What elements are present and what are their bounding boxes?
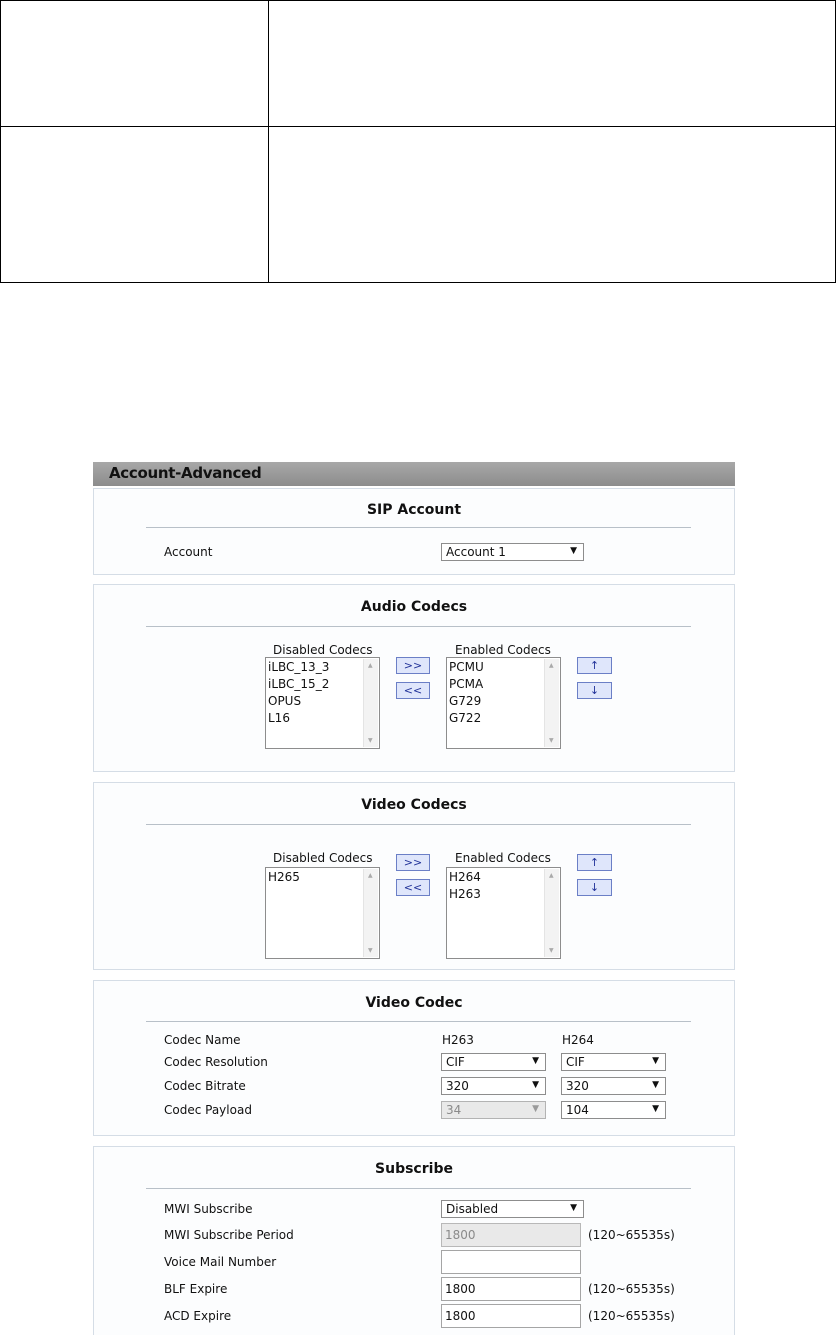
scroll-up-icon: ▲ xyxy=(368,872,373,879)
input-value: 1800 xyxy=(445,1282,476,1296)
codec-resolution-label: Codec Resolution xyxy=(164,1055,268,1069)
section-title: Audio Codecs xyxy=(360,599,468,615)
account-label: Account xyxy=(164,545,213,559)
subscribe-section xyxy=(93,1146,735,1335)
list-item[interactable]: G729 xyxy=(449,694,482,708)
scroll-down-icon: ▼ xyxy=(368,947,373,954)
disabled-codecs-list[interactable] xyxy=(265,867,380,959)
list-item[interactable]: iLBC_13_3 xyxy=(268,660,330,674)
h264-resolution-select[interactable] xyxy=(561,1053,666,1071)
document-table xyxy=(0,0,836,283)
chevron-down-icon: ▼ xyxy=(652,1080,659,1090)
account-advanced-panel xyxy=(93,462,735,1335)
divider xyxy=(146,626,691,627)
table-cell xyxy=(1,1,269,127)
chevron-down-icon: ▼ xyxy=(570,1203,577,1213)
mwi-period-input xyxy=(441,1223,581,1247)
move-down-button[interactable]: ↓ xyxy=(577,879,612,896)
voicemail-number-input[interactable] xyxy=(441,1250,581,1274)
scrollbar[interactable] xyxy=(363,869,378,957)
h263-payload-select xyxy=(441,1101,546,1119)
mwi-subscribe-select[interactable] xyxy=(441,1200,584,1218)
chevron-down-icon: ▼ xyxy=(652,1104,659,1114)
table-cell xyxy=(1,127,269,283)
h264-payload-select[interactable] xyxy=(561,1101,666,1119)
divider xyxy=(146,1021,691,1022)
mwi-period-hint: (120~65535s) xyxy=(588,1228,675,1242)
select-value: 320 xyxy=(446,1079,469,1093)
table-row xyxy=(1,1,836,127)
select-value: 320 xyxy=(566,1079,589,1093)
chevron-down-icon: ▼ xyxy=(532,1104,539,1114)
scrollbar[interactable] xyxy=(544,869,559,957)
input-value: 1800 xyxy=(445,1309,476,1323)
scroll-down-icon: ▼ xyxy=(368,737,373,744)
select-value: Disabled xyxy=(446,1202,499,1216)
section-title: Video Codec xyxy=(365,995,463,1011)
acd-expire-label: ACD Expire xyxy=(164,1309,232,1323)
disabled-codecs-label: Disabled Codecs xyxy=(273,643,373,657)
section-title: Subscribe xyxy=(375,1161,453,1177)
section-title: SIP Account xyxy=(366,502,462,518)
list-item[interactable]: PCMU xyxy=(449,660,484,674)
scrollbar[interactable] xyxy=(363,659,378,747)
enabled-codecs-list[interactable] xyxy=(446,867,561,959)
voicemail-number-label: Voice Mail Number xyxy=(164,1255,277,1269)
move-left-button[interactable]: << xyxy=(396,682,430,699)
input-value: 1800 xyxy=(445,1228,476,1242)
codec-name-h263: H263 xyxy=(442,1033,474,1047)
divider xyxy=(146,1188,691,1189)
scroll-up-icon: ▲ xyxy=(549,662,554,669)
chevron-down-icon: ▼ xyxy=(532,1056,539,1066)
select-value: 34 xyxy=(446,1103,462,1117)
move-right-button[interactable]: >> xyxy=(396,657,430,674)
codec-name-h264: H264 xyxy=(562,1033,594,1047)
list-item[interactable]: iLBC_15_2 xyxy=(268,677,330,691)
video-codec-section xyxy=(93,980,735,1136)
divider xyxy=(146,824,691,825)
mwi-subscribe-label: MWI Subscribe xyxy=(164,1202,253,1216)
list-item[interactable]: OPUS xyxy=(268,694,302,708)
scroll-down-icon: ▼ xyxy=(549,737,554,744)
mwi-period-label: MWI Subscribe Period xyxy=(164,1228,294,1242)
chevron-down-icon: ▼ xyxy=(652,1056,659,1066)
table-row xyxy=(1,127,836,283)
chevron-down-icon: ▼ xyxy=(570,546,577,556)
enabled-codecs-label: Enabled Codecs xyxy=(455,643,551,657)
divider xyxy=(146,527,691,528)
section-title: Video Codecs xyxy=(361,797,467,813)
chevron-down-icon: ▼ xyxy=(532,1080,539,1090)
h263-resolution-select[interactable] xyxy=(441,1053,546,1071)
h264-bitrate-select[interactable] xyxy=(561,1077,666,1095)
enabled-codecs-label: Enabled Codecs xyxy=(455,851,551,865)
list-item[interactable]: PCMA xyxy=(449,677,484,691)
move-right-button[interactable]: >> xyxy=(396,854,430,871)
select-value: 104 xyxy=(566,1103,589,1117)
acd-expire-input[interactable] xyxy=(441,1304,581,1328)
blf-expire-label: BLF Expire xyxy=(164,1282,228,1296)
move-up-button[interactable]: ↑ xyxy=(577,657,612,674)
blf-expire-input[interactable] xyxy=(441,1277,581,1301)
move-up-button[interactable]: ↑ xyxy=(577,854,612,871)
list-item[interactable]: H263 xyxy=(449,887,481,901)
codec-bitrate-label: Codec Bitrate xyxy=(164,1079,246,1093)
select-value: CIF xyxy=(446,1055,465,1069)
blf-expire-hint: (120~65535s) xyxy=(588,1282,675,1296)
panel-header xyxy=(93,462,735,486)
scrollbar[interactable] xyxy=(544,659,559,747)
list-item[interactable]: H264 xyxy=(449,870,481,884)
list-item[interactable]: L16 xyxy=(268,711,290,725)
codec-name-label: Codec Name xyxy=(164,1033,241,1047)
account-select[interactable] xyxy=(441,543,584,561)
sip-account-section xyxy=(93,488,735,575)
move-down-button[interactable]: ↓ xyxy=(577,682,612,699)
list-item[interactable]: G722 xyxy=(449,711,482,725)
disabled-codecs-label: Disabled Codecs xyxy=(273,851,373,865)
move-left-button[interactable]: << xyxy=(396,879,430,896)
table-cell xyxy=(269,1,836,127)
disabled-codecs-list[interactable] xyxy=(265,657,380,749)
select-value: CIF xyxy=(566,1055,585,1069)
codec-payload-label: Codec Payload xyxy=(164,1103,252,1117)
table-cell xyxy=(269,127,836,283)
list-item[interactable]: H265 xyxy=(268,870,300,884)
scroll-up-icon: ▲ xyxy=(549,872,554,879)
video-codecs-section xyxy=(93,782,735,970)
scroll-up-icon: ▲ xyxy=(368,662,373,669)
acd-expire-hint: (120~65535s) xyxy=(588,1309,675,1323)
h263-bitrate-select[interactable] xyxy=(441,1077,546,1095)
audio-codecs-section xyxy=(93,584,735,772)
enabled-codecs-list[interactable] xyxy=(446,657,561,749)
scroll-down-icon: ▼ xyxy=(549,947,554,954)
account-select-value: Account 1 xyxy=(446,545,506,559)
panel-title: Account-Advanced xyxy=(109,464,262,482)
